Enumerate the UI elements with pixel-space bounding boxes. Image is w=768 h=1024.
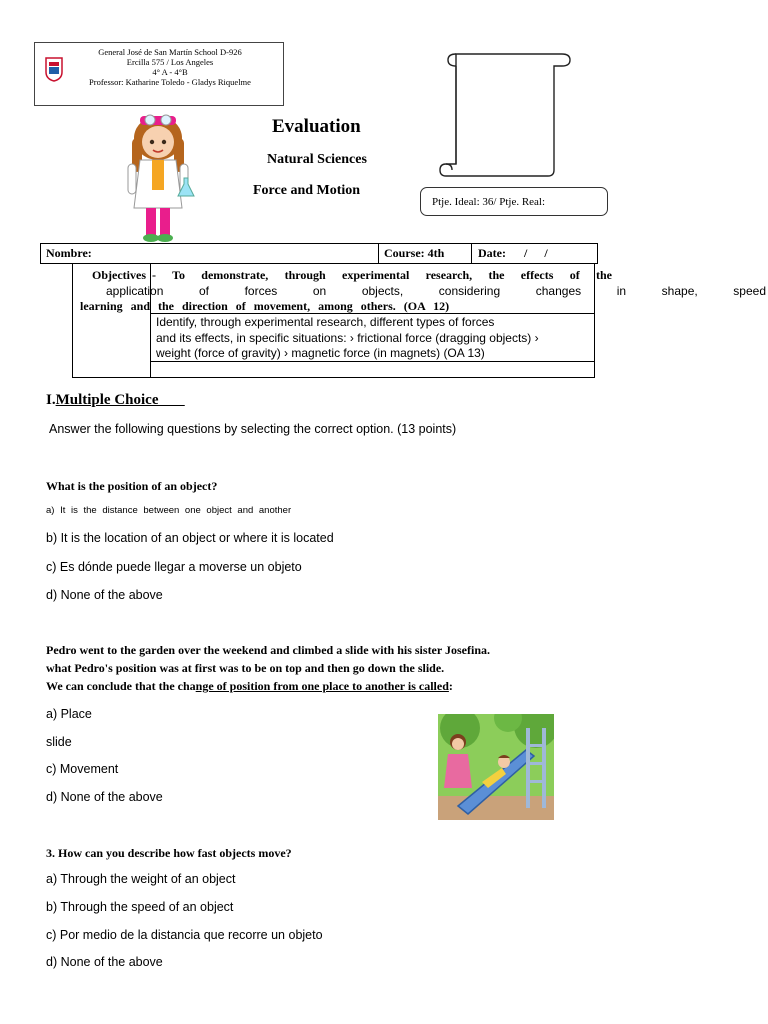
objective-1-line-3: learning and the direction of movement, among others. (OA 12) (80, 299, 450, 313)
section-title-text: Multiple Choice (55, 392, 159, 408)
question-2-line-3-plain: We can conclude that the cha (46, 679, 196, 693)
question-3-option-c[interactable]: c) Por medio de la distancia que recorre un objeto (46, 928, 323, 942)
question-2-option-c[interactable]: c) Movement (46, 762, 119, 776)
question-2-line-3-underlined: nge of position from one place to another is called (195, 679, 449, 693)
question-2-text-line-1: Pedro went to the garden over the weekend and climbed a slide with his sister Josefina. (46, 643, 490, 657)
scroll-illustration-icon (432, 44, 572, 182)
score-label: Ptje. Ideal: 36/ Ptje. Real: (432, 196, 546, 208)
subject-title: Natural Sciences (267, 152, 367, 167)
scientist-illustration-icon (118, 108, 198, 244)
question-2-option-b[interactable]: slide (46, 735, 72, 749)
course-label: Course: 4th (384, 246, 445, 260)
objective-2-line-3: weight (force of gravity) › magnetic force (in magnets) (OA 13) (156, 346, 485, 360)
section-title (46, 392, 185, 409)
school-logo-icon (44, 56, 64, 82)
table-border (72, 377, 595, 378)
table-border (40, 243, 598, 244)
table-border (40, 243, 41, 264)
school-grades: 4° A - 4°B (152, 67, 188, 77)
question-2-option-a[interactable]: a) Place (46, 707, 92, 721)
date-label: Date: (478, 246, 506, 260)
page-title: Evaluation (272, 116, 361, 137)
table-border (471, 243, 472, 264)
question-3-option-d[interactable]: d) None of the above (46, 955, 163, 969)
objective-1-line-2: application of forces on objects, considering changes in shape, speed (106, 284, 766, 298)
question-1-option-a[interactable]: a) It is the distance between one object and another (46, 505, 292, 516)
date-blank: / / (524, 246, 548, 260)
table-border (597, 243, 598, 264)
question-1-option-c[interactable]: c) Es dónde puede llegar a moverse un objeto (46, 560, 302, 574)
school-name: General José de San Martín School D-926 (98, 47, 242, 57)
question-2-text-line-2: what Pedro's position was at first was to be on top and then go down the slide. (46, 661, 445, 675)
question-3-option-a[interactable]: a) Through the weight of an object (46, 872, 236, 886)
school-info (64, 47, 276, 87)
objective-2-line-2: and its effects, in specific situations: › frictional force (dragging objects) › (156, 331, 539, 345)
objective-1-line-1: - To demonstrate, through experimental research, the effects of the (152, 268, 612, 282)
table-border (40, 263, 598, 264)
school-address: Ercilla 575 / Los Angeles (126, 57, 214, 67)
question-3-option-b[interactable]: b) Through the speed of an object (46, 900, 234, 914)
question-2-line-3-end: : (448, 679, 453, 693)
instructions: Answer the following questions by selecting the correct option. (13 points) (49, 422, 457, 436)
objective-2-line-1: Identify, through experimental research, different types of forces (156, 315, 495, 329)
question-1-option-b[interactable]: b) It is the location of an object or where it is located (46, 531, 334, 545)
topic-title: Force and Motion (253, 183, 361, 198)
table-border (378, 243, 379, 264)
question-1-option-d[interactable]: d) None of the above (46, 588, 163, 602)
slide-illustration-icon (438, 714, 554, 820)
question-3-text: 3. How can you describe how fast objects move? (46, 846, 292, 860)
school-professors: Professor: Katharine Toledo - Gladys Riquelme (89, 77, 251, 87)
table-border (150, 361, 595, 362)
objectives-heading: Objectives (92, 268, 146, 282)
question-1-text: What is the position of an object? (46, 479, 218, 493)
section-numeral: I. (46, 392, 56, 408)
question-2-text-line-3 (46, 679, 453, 694)
name-field-label: Nombre: (46, 246, 92, 260)
table-border (72, 264, 73, 378)
question-2-option-d[interactable]: d) None of the above (46, 790, 163, 804)
